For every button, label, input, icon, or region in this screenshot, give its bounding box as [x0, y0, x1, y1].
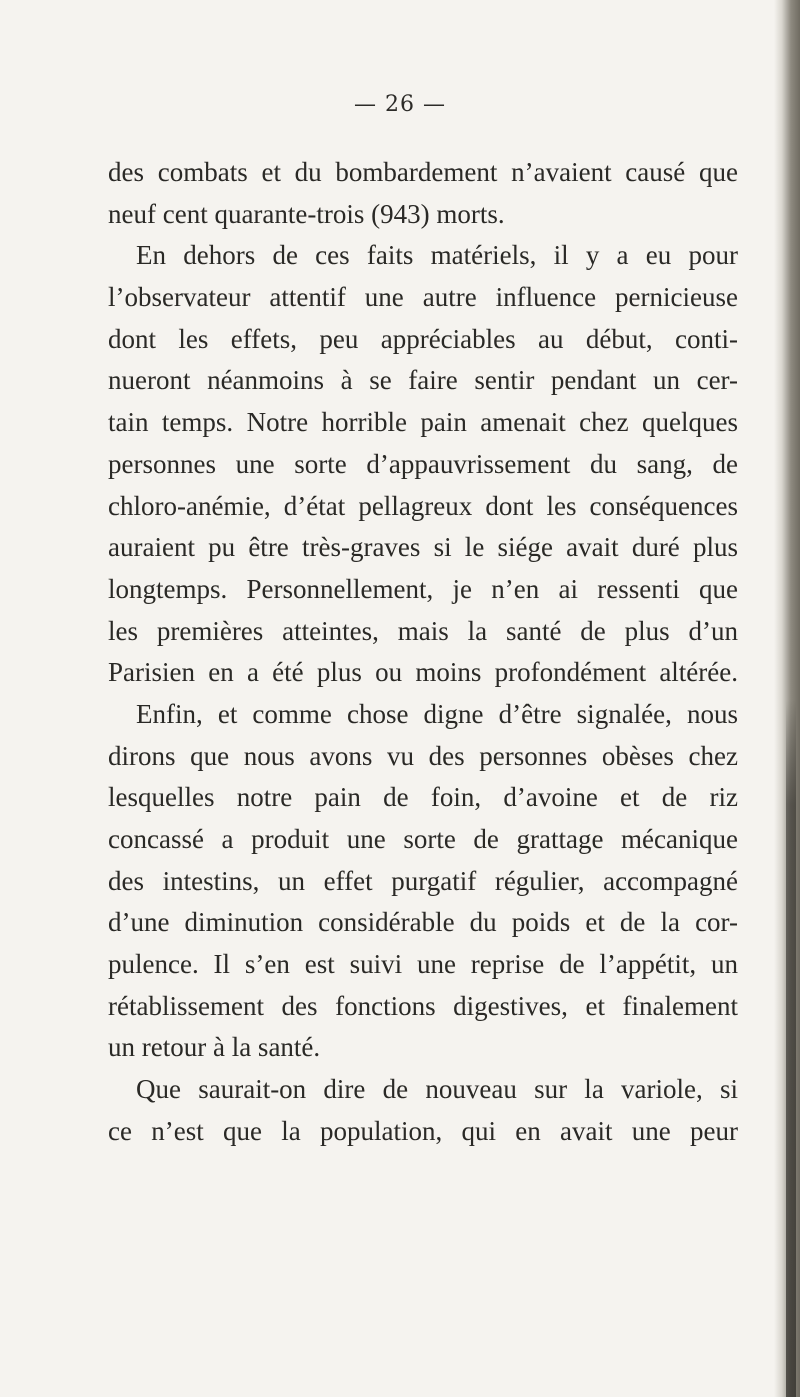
text-line: ce n’est que la population, qui en avait une peur: [108, 1115, 738, 1146]
text-line: En dehors de ces faits matériels, il y a eu pour: [136, 240, 738, 271]
text-line: dont les effets, peu appréciables au début, conti-: [108, 323, 738, 354]
text-line: des combats et du bombardement n’avaient causé que: [108, 157, 738, 187]
text-line: Enfin, et comme chose digne d’être signalée, nous: [136, 698, 738, 729]
page-number: — 26 —: [354, 92, 446, 117]
text-line: l’observateur attentif une autre influence pernicieuse: [108, 282, 738, 313]
text-line: un retour à la santé.: [108, 1032, 321, 1063]
text-line: tain temps. Notre horrible pain amenait chez quelques: [108, 407, 738, 438]
text-line: nueront néanmoins à se faire sentir pendant un cer-: [108, 365, 738, 396]
text-line: neuf cent quarante-trois (943) morts.: [108, 198, 505, 229]
text-line: concassé a produit une sorte de grattage mécanique: [108, 824, 738, 854]
text-line: Que saurait-on dire de nouveau sur la variole, si: [136, 1074, 738, 1105]
text-line: rétablissement des fonctions digestives, et finalement: [108, 990, 738, 1021]
text-line: longtemps. Personnellement, je n’en ai ressenti que: [108, 573, 738, 604]
text-line: d’une diminution considérable du poids et de la cor-: [108, 907, 738, 938]
text-line: pulence. Il s’en est suivi une reprise de l’appétit, un: [108, 949, 738, 980]
text-line: auraient pu être très-graves si le siége avait duré plus: [108, 532, 738, 563]
text-line: dirons que nous avons vu des personnes obèses chez: [108, 740, 738, 771]
body-text: [108, 152, 738, 1153]
text-line: lesquelles notre pain de foin, d’avoine et de riz: [108, 782, 738, 813]
text-line: les premières atteintes, mais la santé de plus d’un: [108, 615, 738, 646]
text-line: Parisien en a été plus ou moins profondément altérée.: [108, 657, 738, 688]
page-edge-shadow: [774, 0, 800, 1397]
text-line: des intestins, un effet purgatif régulier, accompagné: [108, 865, 738, 896]
text-line: chloro-anémie, d’état pellagreux dont les conséquences: [108, 490, 738, 521]
text-line: personnes une sorte d’appauvrissement du sang, de: [108, 448, 738, 479]
